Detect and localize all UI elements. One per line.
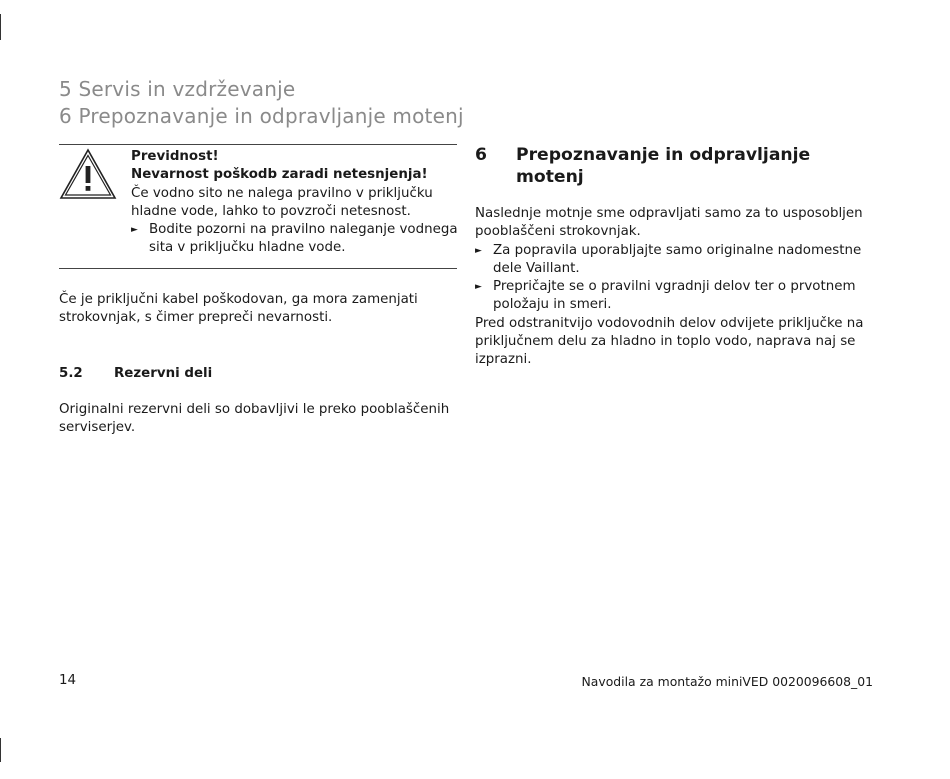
left-column — [59, 144, 457, 437]
spare-parts-paragraph: Originalni rezervni deli so dobavljivi le preko pooblaščenih serviserjev. — [59, 401, 450, 435]
intro-paragraph: Naslednje motnje sme odpravljati samo za to usposobljen pooblaščeni strokovnjak. — [475, 206, 863, 240]
warning-bullet-text: Bodite pozorni na pravilno naleganje vodnega sita v priključku hladne vode. — [149, 222, 458, 256]
bullet-arrow-icon: ► — [131, 225, 138, 236]
running-header — [59, 76, 464, 130]
document-title: Navodila za montažo miniVED 0020096608_01 — [581, 674, 873, 689]
header-line-1: 5 Servis in vzdrževanje — [59, 77, 296, 101]
warning-text — [131, 148, 461, 258]
list-item-text: Za popravila uporabljajte samo originalne nadomestne dele Vaillant. — [493, 242, 862, 276]
list-item — [475, 278, 875, 315]
list-item — [475, 242, 875, 279]
chapter-body — [475, 205, 875, 370]
warning-description: Če vodno sito ne nalega pravilno v priključku hladne vode, lahko to povzroči netesnost. — [131, 185, 433, 219]
page-number: 14 — [59, 673, 77, 688]
closing-paragraph: Pred odstranitvijo vodovodnih delov odvijete priključke na priključnem delu za hladno in toplo vodo, naprava naj se izprazni. — [475, 315, 864, 368]
chapter-number: 6 — [475, 145, 487, 165]
warning-bullet — [131, 221, 461, 258]
header-line-2: 6 Prepoznavanje in odpravljanje motenj — [59, 104, 464, 128]
warning-title: Previdnost! — [131, 149, 219, 164]
section-number: 5.2 — [59, 365, 83, 381]
bullet-arrow-icon: ► — [475, 282, 482, 293]
crop-mark-bottom — [0, 738, 1, 762]
crop-mark-top — [0, 14, 1, 40]
chapter-heading — [475, 144, 875, 188]
bullet-arrow-icon: ► — [475, 245, 482, 256]
cable-paragraph: Če je priključni kabel poškodovan, ga mora zamenjati strokovnjak, s čimer prepreči nevarnosti. — [59, 292, 418, 326]
chapter-title: Prepoznavanje in odpravljanje motenj — [515, 145, 811, 187]
warning-triangle-icon — [59, 148, 117, 200]
section-title: Rezervni deli — [114, 365, 213, 381]
list-item-text: Prepričajte se o pravilni vgradnji delov ter o prvotnem položaju in smeri. — [493, 279, 856, 313]
section-heading — [59, 365, 457, 383]
right-column — [475, 144, 875, 370]
warning-box — [59, 144, 457, 269]
warning-subtitle: Nevarnost poškodb zaradi netesnjenja! — [131, 167, 428, 183]
